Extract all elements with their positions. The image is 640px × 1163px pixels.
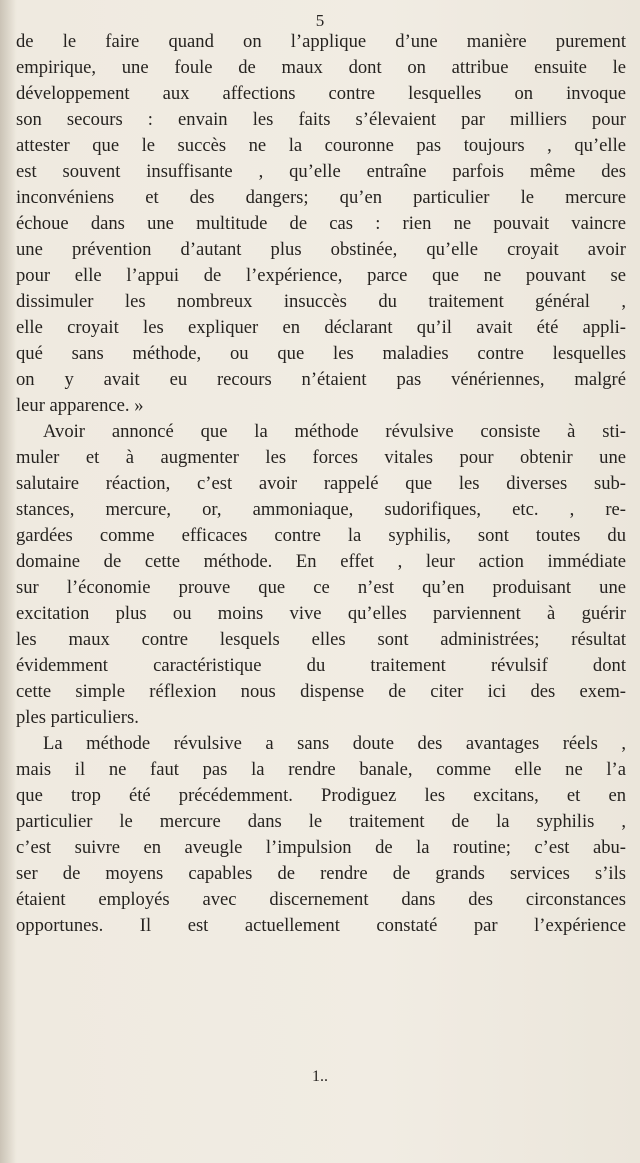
text-line: attester que le succès ne la couronne pas toujours , qu’elle	[16, 135, 626, 156]
text-line: c’est suivre en aveugle l’impulsion de la routine; c’est abu-	[16, 837, 626, 858]
text-line: leur apparence. »	[16, 395, 144, 416]
text-line: on y avait eu recours n’étaient pas vénériennes, malgré	[16, 369, 626, 390]
text-line: ples particuliers.	[16, 707, 139, 728]
text-line: stances, mercure, or, ammoniaque, sudorifiques, etc. , re-	[16, 499, 626, 520]
signature-mark: 1..	[312, 1068, 328, 1085]
text-line: que trop été précédemment. Prodiguez les excitans, et en	[16, 785, 626, 806]
text-line: particulier le mercure dans le traitement de la syphilis ,	[16, 811, 626, 832]
text-line: dissimuler les nombreux insuccès du traitement général ,	[16, 291, 626, 312]
body-text	[16, 29, 626, 939]
text-line: La méthode révulsive a sans doute des avantages réels ,	[43, 733, 626, 754]
text-line: Avoir annoncé que la méthode révulsive consiste à sti-	[43, 421, 626, 442]
text-line: son secours : envain les faits s’élevaient par milliers pour	[16, 109, 626, 130]
text-line: salutaire réaction, c’est avoir rappelé que les diverses sub-	[16, 473, 626, 494]
text-line: est souvent insuffisante , qu’elle entraîne parfois même des	[16, 161, 626, 182]
text-line: étaient employés avec discernement dans des circonstances	[16, 889, 626, 910]
text-line: échoue dans une multitude de cas : rien ne pouvait vaincre	[16, 213, 626, 234]
text-line: sur l’économie prouve que ce n’est qu’en produisant une	[16, 577, 626, 598]
text-line: muler et à augmenter les forces vitales pour obtenir une	[16, 447, 626, 468]
text-line: excitation plus ou moins vive qu’elles parviennent à guérir	[16, 603, 626, 624]
text-line: mais il ne faut pas la rendre banale, comme elle ne l’a	[16, 759, 626, 780]
text-line: pour elle l’appui de l’expérience, parce que ne pouvant se	[16, 265, 626, 286]
text-line: qué sans méthode, ou que les maladies contre lesquelles	[16, 343, 626, 364]
page-number: 5	[315, 11, 325, 30]
text-line: développement aux affections contre lesquelles on invoque	[16, 83, 626, 104]
text-line: de le faire quand on l’applique d’une manière purement	[16, 31, 626, 52]
text-line: ser de moyens capables de rendre de grands services s’ils	[16, 863, 626, 884]
text-line: les maux contre lesquels elles sont administrées; résultat	[16, 629, 626, 650]
text-line: empirique, une foule de maux dont on attribue ensuite le	[16, 57, 626, 78]
text-line: évidemment caractéristique du traitement révulsif dont	[16, 655, 626, 676]
text-line: cette simple réflexion nous dispense de citer ici des exem-	[16, 681, 626, 702]
text-line: gardées comme efficaces contre la syphilis, sont toutes du	[16, 525, 626, 546]
text-line: une prévention d’autant plus obstinée, qu’elle croyait avoir	[16, 239, 626, 260]
text-line: inconvéniens et des dangers; qu’en particulier le mercure	[16, 187, 626, 208]
text-line: elle croyait les expliquer en déclarant qu’il avait été appli-	[16, 317, 626, 338]
text-line: domaine de cette méthode. En effet , leur action immédiate	[16, 551, 626, 572]
binding-shadow	[0, 0, 16, 1163]
text-line: opportunes. Il est actuellement constaté par l’expérience	[16, 915, 626, 936]
